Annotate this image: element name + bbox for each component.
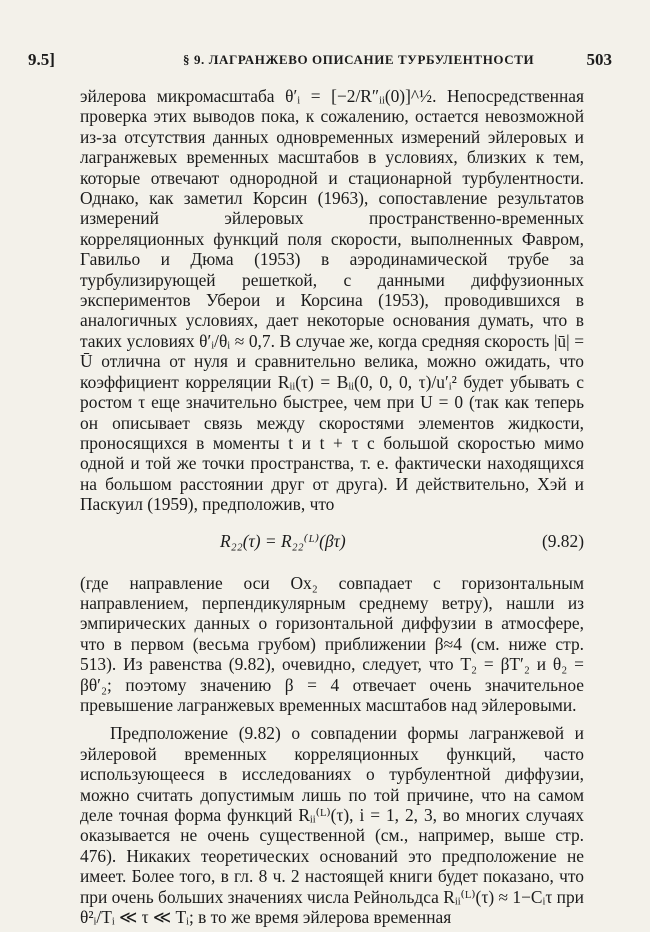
chapter-title: § 9. ЛАГРАНЖЕВО ОПИСАНИЕ ТУРБУЛЕНТНОСТИ bbox=[183, 52, 535, 67]
equation-9-82 bbox=[80, 527, 584, 563]
equation-number: (9.82) bbox=[541, 530, 584, 551]
paragraph-2: (где направление оси Ox₂ совпадает с горизонтальным направлением, перпендикулярным среднему ветру), нашли из эмпирических данных о горизонтальной диффузии в атмосфере, что в первом (весьма грубом) приближении β≈4 (см. ниже стр. 513). Из равенства (9.82), очевидно, следует, что T₂ = βT′₂ и θ₂ = βθ′₂; поэтому значению β = 4 отвечает очень значительное превышение лагранжевых временных масштабов над эйлеровыми. bbox=[80, 572, 584, 715]
section-number: 9.5] bbox=[28, 50, 55, 69]
page-number: 503 bbox=[586, 50, 612, 69]
paragraph-3: Предположение (9.82) о совпадении формы лагранжевой и эйлеровой временных корреляционных функций, часто использующееся в исследованиях о турбулентной диффузии, можно считать допустимым лишь по той причине, что на самом деле точная форма функций Rᵢᵢ⁽ᴸ⁾(τ), i = 1, 2, 3, во многих случаях оказывается не очень существенной (см., например, выше стр. 476). Никаких теоретических оснований это предположение не имеет. Более того, в гл. 8 ч. 2 настоящей книги будет показано, что при очень больших значениях числа Рейнольдса Rᵢᵢ⁽ᴸ⁾(τ) ≈ 1−Cᵢτ при θ²ᵢ/Tᵢ ≪ τ ≪ Tᵢ; в то же время эйлерова временная bbox=[80, 723, 584, 928]
page-body bbox=[80, 86, 584, 927]
paragraph-1: эйлерова микромасштаба θ′ᵢ = [−2/R″ᵢᵢ(0)]^½. Непосредственная проверка этих выводов пока, к сожалению, остается невозможной из-за отсутствия данных одновременных измерений эйлеровых и лагранжевых временных масштабов в условиях, близких к тем, которые отвечают однородной и стационарной турбулентности. Однако, как заметил Корсин (1963), сопоставление результатов измерений эйлеровых пространственно-временных корреляционных функций поля скорости, выполненных Фавром, Гавильо и Дюма (1953) в аэродинамической трубе за турбулизирующей решеткой, с данными диффузионных экспериментов Уберои и Корсина (1953), проводившихся в аналогичных условиях, дает некоторые основания думать, что в таких условиях θ′ᵢ/θᵢ ≈ 0,7. В случае же, когда средняя скорость |ū| = Ū отлична от нуля и сравнительно велика, можно ожидать, что коэффициент корреляции Rᵢᵢ(τ) = Bᵢᵢ(0, 0, 0, τ)/u′ᵢ² будет убывать с ростом τ еще значительно быстрее, чем при U = 0 (так как теперь он описывает связь между скоростями элементов жидкости, проносящихся в моменты t и t + τ с большой скоростью мимо одной и той же точки пространства, т. е. фактически находящихся на большом расстоянии друг от друга). И действительно, Хэй и Паскуил (1959), предположив, что bbox=[80, 86, 584, 515]
equation-body: R₂₂(τ) = R₂₂⁽ᴸ⁾(βτ) bbox=[220, 530, 346, 551]
running-header bbox=[28, 50, 612, 74]
